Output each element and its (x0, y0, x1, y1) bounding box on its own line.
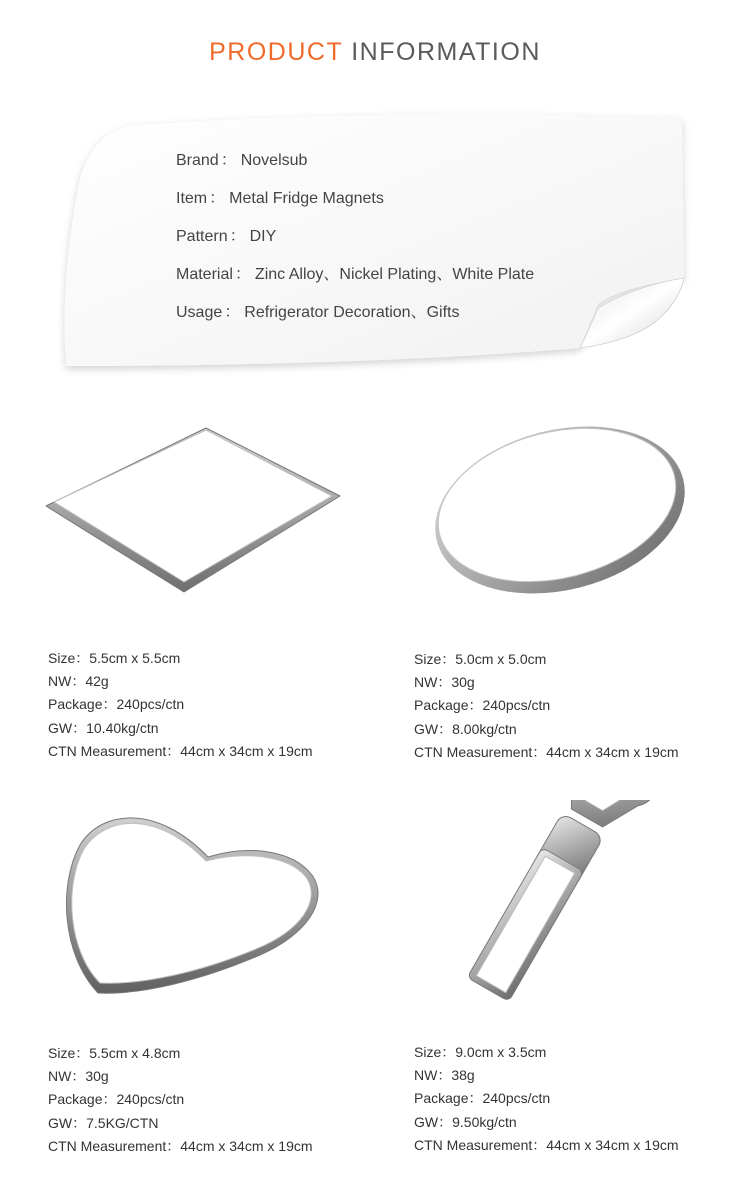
spec-nw: NW：30g (48, 1068, 109, 1085)
title-accent: PRODUCT (209, 38, 343, 66)
spec-package: Package：240pcs/ctn (414, 697, 551, 714)
info-row-usage: Usage ： Refrigerator Decoration、Gifts (176, 304, 460, 321)
spec-package: Package：240pcs/ctn (48, 696, 185, 713)
square-magnet-image (30, 410, 370, 610)
product-specs-round (414, 649, 679, 765)
spec-gw: GW：7.5KG/CTN (48, 1114, 159, 1131)
info-value: Refrigerator Decoration、Gifts (244, 304, 460, 321)
page-title (0, 38, 750, 67)
info-label: Material (176, 266, 233, 283)
title-rest: INFORMATION (351, 38, 541, 66)
info-label: Pattern (176, 228, 228, 245)
spec-size: Size：5.5cm x 4.8cm (48, 1045, 181, 1061)
info-label: Item (176, 190, 208, 207)
spec-gw: GW：9.50kg/ctn (414, 1113, 517, 1130)
info-label: Brand (176, 152, 219, 169)
spec-gw: GW：8.00kg/ctn (414, 720, 517, 737)
spec-size: Size：9.0cm x 3.5cm (414, 1044, 547, 1060)
info-row-material: Material ： Zinc Alloy、Nickel Plating、White Plate (176, 266, 535, 283)
product-image-heart-magnet (40, 805, 380, 1005)
spec-nw: NW：38g (414, 1067, 475, 1084)
spec-ctn: CTN Measurement：44cm x 34cm x 19cm (48, 742, 313, 759)
product-image-round-magnet (410, 410, 750, 610)
spec-nw: NW：30g (414, 674, 475, 691)
spec-size: Size：5.0cm x 5.0cm (414, 651, 547, 667)
heart-magnet-image (40, 805, 380, 1005)
spec-package: Package：240pcs/ctn (48, 1091, 185, 1108)
product-image-square-magnet (30, 410, 370, 610)
spec-ctn: CTN Measurement：44cm x 34cm x 19cm (48, 1137, 313, 1154)
product-specs-bottle-opener (414, 1042, 679, 1158)
info-row-pattern: Pattern ： DIY (176, 228, 277, 245)
bottle-opener-magnet-image (410, 800, 750, 1020)
info-value: Metal Fridge Magnets (229, 190, 384, 207)
info-value: Novelsub (240, 152, 308, 169)
info-row-item: Item ： Metal Fridge Magnets (176, 190, 384, 207)
spec-nw: NW：42g (48, 673, 109, 690)
spec-ctn: CTN Measurement：44cm x 34cm x 19cm (414, 743, 679, 760)
product-specs-heart (48, 1043, 313, 1159)
info-label: Usage (176, 304, 223, 321)
product-specs-square (48, 648, 313, 764)
product-info-list (176, 150, 534, 340)
product-image-bottle-opener-magnet (410, 800, 750, 1000)
spec-size: Size：5.5cm x 5.5cm (48, 650, 181, 666)
spec-gw: GW：10.40kg/ctn (48, 719, 159, 736)
info-value: Zinc Alloy、Nickel Plating、White Plate (254, 266, 535, 283)
spec-ctn: CTN Measurement：44cm x 34cm x 19cm (414, 1136, 679, 1153)
info-value: DIY (249, 228, 277, 245)
info-row-brand: Brand ： Novelsub (176, 152, 308, 169)
spec-package: Package：240pcs/ctn (414, 1090, 551, 1107)
round-magnet-image (410, 410, 750, 610)
